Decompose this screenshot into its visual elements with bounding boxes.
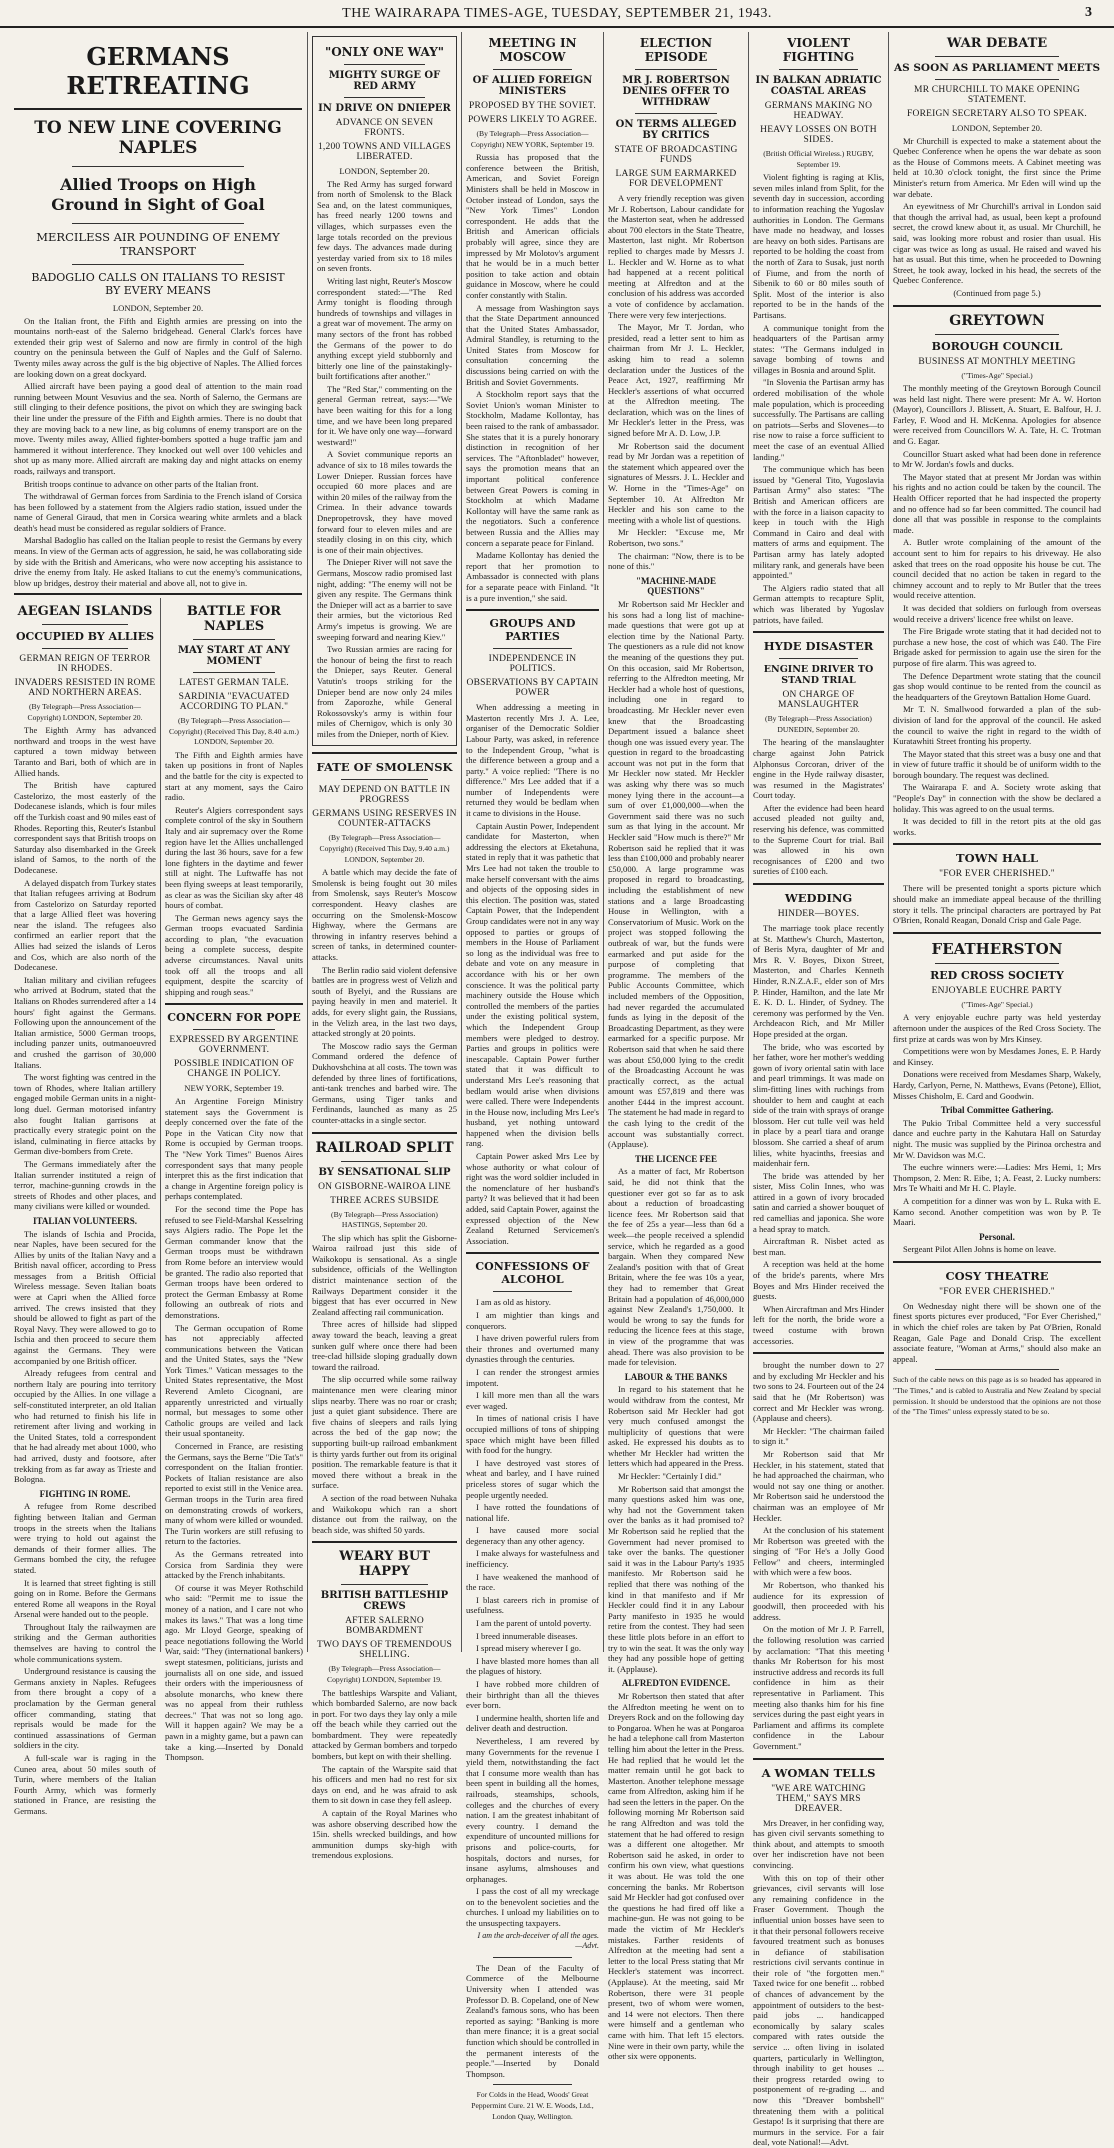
paragraph: The Mayor stated that at present Mr Jordan was within his rights and no action could be taken by the council. The Health Officer reported that he had inspected the property and no offence had so far been committed. The council had done all that was possible in response to the complaints made. — [893, 471, 1101, 535]
paragraph: With this on top of their other grievances, civil servants will lose any remaining confidence in the Fraser Government. Though the influential union bosses have seen to it that their personal followers receive favoured treatment such as bonuses in defiance of stabilisation restrictions civil servants continue in their role of "the forgotten men." Taxed twice for one benefit ... robbed of chances of advancement by the appointment of outsiders to the best-paid jobs ... handicapped economically by salary scales compared with rates outside the service ... often living in isolated quarters, particularly in Wellington, through inability to get houses ... their progress retarded owing to postponement of re-grading ... and now this "Dreaver bombshell" threatening them with a political Gestapo! Is it surprising that there are murmurs in the service. For a fair deal, vote National!—Advt. — [753, 1872, 884, 2148]
paragraph: At the conclusion of his statement Mr Robertson was greeted with the singing of "For He's a Jolly Good Fellow" and cheers, intermingled with which were a few boos. — [753, 1525, 884, 1578]
paragraph: The battleships Warspite and Valiant, which bombarded Salerno, are now back in port. For two days they lay only a mile off the beach while they carried out the bombardment. They were repeatedly attacked by German bombers and torpedo bombers, but kept on with their shelling. — [312, 1687, 457, 1762]
divider — [341, 1584, 428, 1585]
paragraph: Of course it was Meyer Rothschild who said: "Permit me to issue the money of a nation, and I care not who makes its laws." That was a long time ago. Mr Lloyd George, speaking of peace negotiations following the World War, said: "They (international bankers) swept statesmen, politicians, jurists and journalists all on one side, and issued their orders with the imperiousness of absolute monarchs, who knew there was no appeal from their ruthless decrees." That was not so long ago. Will it happen again? We may be a pawn in a mighty game, but a pawn can take a king.—Inserted by Donald Thompson. — [165, 1582, 303, 1763]
paragraph: A Soviet communique reports an advance of six to 18 miles towards the Lower Dnieper. Russian forces have occupied 60 more places and are within 20 miles of the railway from the Crimea. In their advance towards Dnepropetrovsk, they have moved forward four to eleven miles and are steadily closing in on this city, which is one of their main objectives. — [317, 449, 452, 555]
paragraph: On the Italian front, the Fifth and Eighth armies are pressing on into the mountains north-east of the Salerno bridgehead. General Clark's forces have extended their grip west of Salerno and now are firmly in control of the high country on the peninsula between the Gulf of Naples and the Gulf of Salerno. Twenty miles away across the gulf is the big objective of Naples. The Allied forces are looking down on a great dockyard. — [14, 315, 302, 379]
paragraph: Concerned in France, are resisting the Germans, says the Berne "Die Tat's" correspondent on the Italian frontier. Pockets of Italian resistance are also reported to exist still in the Venice area. German troops in the Turin area fired on demonstrating crowds of workers, many of whom were killed or wounded. The Turin workers are still refusing to return to the factories. — [165, 1441, 303, 1547]
paragraph: Mr Robertson said Mr Heckler and his sons had a long list of machine-made questions that were got up at election time by the National Party. The questioners as a rule did not know the meaning of the questions they put. On this occasion, said Mr Robertson, referring to the Alfredton meeting, Mr Heckler had a whole host of questions, including one in regard to broadcasting. Mr Heckler never even knew that the Broadcasting Department issued a balance sheet though one was issued every year. The question in regard to the broadcasting account was not put in the form that Mr Heckler now stated. Mr Heckler was asking why there was so much money lying there in the account—a sum of over £1,000,000—when the Government said there was no such sum as that lying in the account. Mr Heckler said "How much is there?" Mr Robertson said he replied that it was less than £100,000 and probably nearer £50,000. A large programme was proposed in regard to broadcasting, including the establishment of new stations and a large Broadcasting House in Wellington, with a Conservatorium of Music. Work on the project was stopped following the outbreak of war, but the funds were earmarked and put aside for the purpose of completing that programme. The members of the Public Accounts Committee, which included members of the Opposition, had never regarded the accumulated funds as lying in the deposit of the Broadcasting Department, as they were earmarked for a specific purpose. Mr Robertson said that when he said there was about £50,000 lying to the credit of the Broadcasting Account he was practically correct, as the actual amount was £57,819 and there was another £444 in the imprest account. The statement he had made in regard to the cash lying to the credit of the account was substantially correct. (Applause). — [608, 598, 744, 1150]
paragraph: Italian military and civilian refugees who arrived at Bodrum, stated that the Italians on Rhodes surrendered after a 14 hours' fight against the Germans. Following upon the announcement of the Italian armistice, 5000 German troops, including panzer units, outmanoeuvred and crushed the garrison of 30,000 Italians. — [14, 974, 156, 1070]
headline: HYDE DISASTER — [763, 639, 874, 654]
headline: MIGHTY SURGE OF RED ARMY — [328, 70, 441, 92]
headline: CONFESSIONS OF ALCOHOL — [475, 1260, 590, 1287]
headline: IN BALKAN ADRIATIC COASTAL AREAS — [755, 75, 882, 97]
paragraph: The Berlin radio said violent defensive battles are in progress west of Velizh and south of Byelyi, and the Russians are paying heavily in men and materiel. It adds, for every slight gain, the Russians, in the Velizh area, in the last two days, attacked strongly at 20 points. — [312, 964, 457, 1039]
paragraph: I have rotted the foundations of national life. — [466, 1502, 599, 1523]
paragraph: Mr Heckler: "Certainly I did." — [618, 1471, 722, 1482]
paragraph: Madame Kollontay has denied the report that her promotion to Ambassador is connected with plans for a separate peace with Finland. "It is a pure invention," she said. — [466, 550, 599, 603]
divider — [14, 593, 302, 595]
paragraph: Mr Churchill is expected to make a statement about the Quebec Conference when he opens the war debate as soon as the House of Commons meets. A Cabinet meeting was held at 10.30 o'clock tonight, the first since the Prime Minister's return from America. Mr Eden will wind up the war debate. — [893, 135, 1101, 199]
divider — [935, 334, 1060, 335]
paragraph: Mrs Dreaver, in her confiding way, has given civil servants something to think about, and attempts to smooth over her indiscretion have not been convincing. — [753, 1817, 884, 1870]
paragraph: The Pukio Tribal Committee held a very successful dance and euchre party in the Kahutara Hall on Saturday night. The music was supplied by the Pirinoa orchestra and Mr W. Davidson was M.C. — [893, 1117, 1101, 1160]
subhead: POSSIBLE INDICATION OF CHANGE IN POLICY. — [174, 1059, 294, 1080]
paragraph: It was decided to fill in the retort pits at the old gas works. — [893, 816, 1101, 837]
paragraph: Already refugees from central and northern Italy are pouring into territory occupied by the Allies. In one village a self-constituted interpreter, an old Italian who had returned to finish his life in retirement after living and working in the United States, told a correspondent that he had already met about 1000, who had arrived, dusty and footsore, after trekking from as far away as Trieste and Bologna. — [14, 1368, 156, 1485]
paragraph: The Germans immediately after the Italian surrender instituted a reign of terror, machine-gunning crowds in the streets of Rhodes and other places, and many civilians were killed or wounded. — [14, 1158, 156, 1212]
divider — [341, 779, 428, 780]
paragraph: The German occupation of Rome has not appreciably affected communications between the Vatican and the United States, says the "New York Times." Vatican messages to the United States representative, the Most Reverend Amleto Cicognani, are apparently unrestricted and virtually normal, but messages to some other Catholic groups are veiled and lack their usual spontaneity. — [165, 1322, 303, 1439]
paragraph: I have caused more social degeneracy than any other agency. — [466, 1525, 599, 1546]
subhead: OBSERVATIONS BY CAPTAIN POWER — [466, 678, 599, 699]
paragraph: On Wednesday night there will be shown one of the finest sports pictures ever produced, "For Ever Cherished," in which the chief roles are taken by Pat O'Brien, Ronald Reagan, Gale Page and Donald Crisp. The excellent associate feature, "Woman at Arms," should also make an appeal. — [893, 1300, 1101, 1364]
paragraph: I breed innumerable diseases. — [476, 1630, 578, 1641]
divider — [935, 56, 1060, 57]
paragraph: A delayed dispatch from Turkey states that Italian refugees arriving at Bodrum from Castelorizo on Saturday reported that a large Allied fleet was hovering near the island. The refugees also confirmed an earlier report that the Allies had seized the islands of Leros and Cos, which are also north of the Dodecanese. — [14, 877, 156, 973]
headline: WEARY BUT HAPPY — [339, 1549, 430, 1580]
headline: GROUPS AND PARTIES — [489, 617, 576, 644]
paragraph: The Eighth Army has advanced northward and troops in the west have captured a town midway between Taranto and Bari, both of which are in Allied hands. — [14, 725, 156, 778]
paragraph: The Mayor stated that this street was a busy one and that in view of future traffic it should be of uniform width to the borough boundary. The request was declined. — [893, 748, 1101, 780]
paragraph: The chairman: "Now, there is to be none of this." — [608, 550, 744, 572]
paragraph: As the Germans retreated into Corsica from Sardinia they were attacked by the French inhabitants. — [165, 1548, 303, 1581]
divider — [893, 932, 1101, 934]
subhead: AFTER SALERNO BOMBARDMENT — [345, 1616, 424, 1637]
byline: ("Times-Age" Special.) — [961, 999, 1033, 1009]
headline: MAY START AT ANY MOMENT — [177, 645, 291, 667]
byline: (British Official Wireless.) RUGBY, September 19. — [763, 149, 874, 169]
divider — [935, 963, 1060, 964]
subhead: LATEST GERMAN TALE. — [179, 678, 289, 688]
headline: ENGINE DRIVER TO STAND TRIAL — [763, 664, 874, 687]
paragraph: Marshal Badoglio has called on the Italian people to resist the Germans by every means. In view of the German acts of aggression, he said, he was collaborating side by side with the British and Americans, who were now accepting his assistance to drive the enemy from Italy. He asked Italians to cut the enemy's communications, blow up bridges, destroy their material and above all, not to give in. — [14, 535, 302, 588]
paragraph: I blast careers rich in promise of usefulness. — [466, 1594, 599, 1616]
paragraph: The communique which has been issued by "General Tito, Yugoslavia Partisan Army" also states: "The British and American officers are with the force in a liaison capacity to keep in touch with the High Command in Cairo and deal with matters of arms and equipment. The Partisan army has lately adopted military rank, and generals have been appointed." — [753, 464, 884, 581]
byline: (By Telegraph—Press Association—Copyright) (Received This Day, 9.40 a.m.) LONDON, September 20. — [319, 833, 450, 864]
divider — [72, 264, 245, 265]
paragraph: The Red Army has surged forward from north of Smolensk to the Black Sea and, on the latest communiques, has freed nearly 1200 towns and villages, which surpasses even the large totals recorded on the previous few days. The advances made during yesterday varied from six to 18 miles on seven fronts. — [317, 178, 452, 274]
paragraph: The Algiers radio stated that all German attempts to recapture Split, which was liberated by Yugoslav patriots, have failed. — [753, 582, 884, 625]
paragraph: Captain Power asked Mrs Lee by whose authority or what colour of right was the word soldier included in the nomenclature of her husband's party? It was believed that it had been added, said Captain Power, against the expressed objection of the New Zealand Returned Servicemen's Association. — [466, 1151, 599, 1246]
paragraph: Nevertheless, I am revered by many Governments for the revenue I yield them, notwithstanding the fact that I consume more wealth than has been spent in building all the homes, railroads, steamships, schools, colleges and the churches of every nation. I am the greatest inhabitant of every country. I demand the expenditure of uncounted millions for prisons and police-courts, for hospitals, doctors and nurses, for insane asylums, almshouses and orphanages. — [466, 1735, 599, 1884]
section-subhead: THE LICENCE FEE — [634, 1153, 718, 1164]
divider — [935, 1369, 1060, 1370]
headline: BATTLE FOR NAPLES — [186, 604, 282, 634]
divider — [893, 305, 1101, 307]
column-5 — [608, 32, 744, 2062]
headline: TOWN HALL — [956, 851, 1038, 866]
advert-tag: I am the arch-deceiver of all the ages.—Advt. — [477, 1930, 599, 1951]
divider — [193, 672, 276, 673]
paragraph: Mr T. N. Smallwood forwarded a plan of the sub-division of land for the approval of the council. He asked the council to waive the right in regard to the width of Kuratawhiti Street fronting his property. — [893, 704, 1101, 747]
divider — [312, 1132, 457, 1134]
divider — [312, 752, 457, 754]
paragraph: I undermine health, shorten life and deliver death and destruction. — [466, 1712, 599, 1734]
paragraph: A competition for a dinner was won by L. Ruka with E. Kamo second. Another competition was won by P. Te Maari. — [893, 1195, 1101, 1228]
subhead: BUSINESS AT MONTHLY MEETING — [918, 356, 1076, 367]
paragraph: The British have captured Castelorizo, the most easterly of the Dodecanese islands, which is four miles off the Turkish coast and 90 miles east of Rhodes. Reporting this, Reuter's Istanbul correspondent says that British troops on Saturday also disembarked in the Greek island of Samos, to the north of the Dodecanese. — [14, 780, 156, 875]
dateline: LONDON, September 20. — [112, 303, 204, 313]
divider — [493, 2084, 573, 2085]
column-rule — [461, 32, 462, 1652]
divider — [341, 1161, 428, 1162]
headline: ELECTION EPISODE — [639, 36, 713, 64]
paragraph: I have destroyed vast stores of wheat and barley, and I have ruined priceless stores of sugar which the people urgently needed. — [466, 1457, 599, 1500]
paragraph: Mr Robertson, who thanked his audience for its expression of goodwill, then proceeded with his address. — [753, 1580, 884, 1622]
paragraph: Captain Austin Power, Independent candidate for Masterton, when addressing the electors at Eketahuna, stated in reply that it was pathetic that Mrs Lee had not taken the trouble to make herself conversant with the aims and objects of the opposing sides in this election. The position was, stated Captain Power, that the Independent Group candidates were not in any way opposed to parties or groups of members in the House of Parliament so long as the individual was free to debate and vote on any measure in accordance with his or her own conscience. It was the political party machinery outside the House which controlled the members of the parties under the existing political system, which the Independent Group members were pledged to destroy. Parties and groups in politics were inescapable. Captain Power further stated that it was difficult to understand Mrs Lee's reasoning that bedlam would arise when divisions were called. There were Independents in the House now, including Mrs Lee's husband, yet nothing untoward happened when the division bells rang. — [466, 820, 599, 1149]
dateline: LONDON, September 20. — [951, 123, 1043, 133]
paragraph: Throughout Italy the railwaymen are striking and the German authorities themselves are having to control the whole communications system. — [14, 1621, 156, 1664]
paragraph: When Aircraftman and Mrs Hinder left for the north, the bride wore a tweed costume with brown accessories. — [753, 1303, 884, 1346]
paragraph: Reuter's Algiers correspondent says complete control of the sky in Southern Italy and air supremacy over the Rome region have let the Allies unchallenged during the last 36 hours, save for a few lone fighters in the daytime and fewer still at night. The Luftwaffe has not been flying sweeps at least temporarily, as clear as was the Sicilian sky after 48 hours of combat. — [165, 804, 303, 911]
paragraph: Mr Robertson said the document read by Mr Jordan was a repetition of the statement which appeared over the signatures of Messrs. J. L. Heckler and W. Horne in the "Times-Age" on September 10. At Alfredton Mr Heckler and his son came to the meeting with a whole list of questions. — [608, 440, 744, 525]
section-subhead: ALFREDTON EVIDENCE. — [621, 1678, 731, 1689]
paragraph: The monthly meeting of the Greytown Borough Council was held last night. There were present: Mr A. W. Horton (Mayor), Councillors J. Blissett, A. Stuart, E. Balfour, H. J. Farley, F. Wood and H. McKenna. Apologies for absence were received from Councillors W. A. Tate, H. C. Trotman and G. Eagar. — [893, 383, 1101, 447]
paragraph: The hearing of the manslaughter charge against John Patrick Alphonsus Corcoran, driver of the engine in the Hyde railway disaster, was resumed in the Magistrates' Court today. — [753, 737, 884, 801]
paragraph: Competitions were won by Mesdames Jones, E. P. Hardy and Kinsey. — [893, 1046, 1101, 1067]
paragraph: Russia has proposed that the conference between the British, American, and Soviet Foreign Ministers shall be held in Moscow in October instead of London, says the "New York Times" London correspondent. He adds that the British and American officials probably will agree, since they are impressed by Mr Molotov's argument that he would be in a much better position to take action and obtain guidance in Moscow, where he could confer constantly with Stalin. — [466, 152, 599, 300]
paragraph: The withdrawal of German forces from Sardinia to the French island of Corsica has been followed by a statement from the Algiers radio station, issued under the name of General Giraud, that men in Corsica wearing white armlets and a black death's head must be considered as regular soldiers of France. — [14, 491, 302, 533]
subhead: "FOR EVER CHERISHED." — [939, 869, 1055, 880]
headline: WEDDING — [784, 891, 853, 906]
paragraph: The German news agency says the German troops evacuated Sardinia according to plan, "the evacuation being a complete success, despite adverse circumstances. Naval units took off all the troops and all equipment, despite the scarcity of shipping and rough seas." — [165, 912, 303, 997]
divider — [42, 624, 127, 625]
paragraph: I am the parent of untold poverty. — [476, 1618, 592, 1629]
column-rule — [748, 32, 749, 1652]
paragraph: The Moscow radio says the German Command ordered the defence of Dukhovshchina at all costs. The town was defended by three lines of fortifications, anti-tank trenches and barbed wire. The Germans, using Tiger tanks and Ferdinands, launched as many as 25 counter-attacks in a single sector. — [312, 1040, 457, 1125]
divider — [753, 1758, 884, 1760]
column-rule — [603, 32, 604, 1652]
paragraph: Mr Robertson said that amongst the many questions asked him was one, why had not the Government taken over the banks as it had promised to? Mr Robertson said he replied that the Government had never promised to take over the banks. The questioner said it was in the Labour Party's 1935 manifesto. Mr Robertson said he replied that there was nothing of the kind in that manifesto and if Mr Heckler could find it in any Labour Party manifesto in 1935 he would retire from the contest. They had seen these little plots before in an effort to try to win the seat. It was the only way they had any possible hope of getting it. (Applause). — [608, 1483, 744, 1674]
paragraph: The Dnieper River will not save the Germans, Moscow radio promised last night, adding: "The enemy will not be given any respite. The Germans think the Dnieper will act as a barrier to save their armies, but the victorious Red Army's impetus is growing. We are sweeping forward and nearing Kiev." — [317, 557, 452, 642]
paragraph: Allied aircraft have been paying a good deal of attention to the main road running between Mount Vesuvius and the sea. North of Salerno, the Germans are still clinging to their defence positions, the pivot on which they are swinging back their line under the pressure of the Fifth and Eighth armies. There is no doubt that they are moving back to a new line, as big columns of enemy transport are on the move. Twenty miles away, Allied fighter-bombers spotted a huge traffic jam and hammered it without interference. They knocked out well over 100 vehicles and shot up as many more. Allied aircraft are making day and night attacks on enemy roads, railways and transport. — [14, 381, 302, 476]
paragraph: A communique tonight from the headquarters of the Partisan army states: "The Germans indulged in savage bombing of towns and villages in Bosnia and around Split. — [753, 322, 884, 375]
lead-subhead: Allied Troops on High Ground in Sight of Goal — [51, 175, 265, 214]
copyright-note: Such of the cable news on this page as is so headed has appeared in "The Times," and is cabled to Australia and New Zealand by special permission. It should be understood that the opinions are not those of the "The Times" unless expressly stated to be so. — [893, 1375, 1101, 1417]
paragraph: A very friendly reception was given Mr J. Robertson, Labour candidate for the Masterton seat, when he addressed about 700 electors in the State Theatre, Masterton, last night. Mr Robertson replied to charges made by Messrs J. L. Heckler and W. Horne as to what had happened at a recent political meeting at Alfredton and at the conclusion of his address was accorded a vote of confidence by acclamation. There were very few interjections. — [608, 193, 744, 320]
paragraph: There will be presented tonight a sports picture which should make an immediate appeal because of the thrilling story it tells. The principal characters are portrayed by Pat O'Brien, Ronald Reagan, Donald Crisp and Gale Page. — [893, 883, 1101, 926]
headline: FEATHERSTON — [931, 939, 1063, 958]
headline: OF ALLIED FOREIGN MINISTERS — [472, 75, 593, 97]
subhead: GERMANS USING RESERVES IN COUNTER-ATTACKS — [312, 809, 457, 830]
subhead: MAY DEPEND ON BATTLE IN PROGRESS — [318, 785, 451, 806]
headline: VIOLENT FIGHTING — [782, 36, 855, 64]
divider — [779, 69, 858, 70]
headline: ON TERMS ALLEGED BY CRITICS — [615, 119, 737, 141]
divider — [493, 648, 573, 649]
headline: BOROUGH COUNCIL — [931, 339, 1063, 353]
paragraph: The "Red Star," commenting on the general German retreat, says:—"We have been waiting for this for a long time, and we have been long prepared for it. We have only one way—forward westward!" — [317, 383, 452, 447]
paragraph: I have driven powerful rulers from their thrones and overturned many dynasties through the centuries. — [466, 1333, 599, 1365]
paragraph: I have blasted more homes than all the plagues of history. — [466, 1655, 599, 1677]
paragraph: The bride, who was escorted by her father, wore her mother's wedding gown of ivory oriental satin with lace and pearl trimmings. It was made on slim-fitting lines with ruchings from shoulder to hem and caught at each side of the train with sprays of orange blossom. Her cut tulle veil was held in place by a pearl tiara and orange blossom. She carried a sheaf of arum lilies, white hyacinths, freesias and maidenhair fern. — [753, 1041, 884, 1169]
paragraph: Writing last night, Reuter's Moscow correspondent stated:—"The Red Army tonight is flooding through hundreds of townships and villages in a great war of movement. The army on many sectors of the front has robbed the Germans of the power to do anything except yield stubbornly and bitterly one line of the painstakingly-built fortifications after another." — [317, 275, 452, 382]
paragraph: Underground resistance is causing the Germans anxiety in Naples. Refugees from there brought a copy of a proclamation by the German general officer commanding, stating that reprisals would be made for the continued assassinations of German soldiers in the city. — [14, 1666, 156, 1751]
divider — [635, 113, 717, 114]
divider — [344, 97, 425, 98]
section-subhead: Tribal Committee Gathering. — [940, 1105, 1054, 1116]
headline: WAR DEBATE — [946, 36, 1048, 51]
paragraph: I am mightier than kings and conquerors. — [466, 1310, 599, 1331]
paragraph: It was decided that soldiers on furlough from overseas would receive a drivers' licence free whilst on leave. — [893, 602, 1101, 624]
divider — [344, 64, 425, 65]
byline: (By Telegraph—Press Association—Copyright) LONDON, September 19. — [327, 1664, 442, 1684]
divider — [165, 1003, 303, 1005]
page-number: 3 — [1085, 5, 1092, 20]
divider — [893, 843, 1101, 845]
divider — [493, 1291, 573, 1292]
paragraph: Mr Heckler: "The chairman failed to sign it." — [753, 1425, 884, 1447]
divider — [42, 648, 127, 649]
paragraph: The Fifth and Eighth armies have taken up positions in front of Naples and the battle for the city is expected to start at any moment, says the Cairo radio. — [165, 749, 303, 803]
section-subhead: ITALIAN VOLUNTEERS. — [32, 1215, 137, 1226]
headline: RED CROSS SOCIETY — [930, 968, 1064, 982]
divider — [935, 79, 1060, 80]
paragraph: Mr Robertson then stated that after the Alfredton meeting he went on to Dreyers Rock and on the following day to Pongaroa. When he was at Pongaroa he had a telephone call from Masterton telling him about the letter in the Press. He had replied that he would let the matter remain until he got back to Masterton. Another telephone message came from Alfredton, asking him if he had seen the letters in the paper. On the following morning Mr Robertson said he rang Alfredton and was told the statement that he had offered to resign was a different one altogether. Mr Robertson said he asked, in order to confirm his own view, what questions it was about. He was told the one concerning the banks. Mr Robertson said Mr Heckler had got confused over the questions he had fired off like a machine-gun. He was not going to be made the victim of Mr Heckler's mistakes. Farther residents of Alfredton at the meeting had sent a letter to the local Press stating that Mr Heckler's statement was incorrect. (Applause). At the meeting, said Mr Robertson, there were 31 people present, two of whom were women, and 14 were not electors. Then there were himself and a gentleman who came with him. That left 15 electors. Nine were in their own party, while the other six were opponents. — [608, 1690, 744, 2062]
paragraph: A reception was held at the home of the bride's parents, where Mrs Boyes and Mrs Hinder received the guests. — [753, 1259, 884, 1302]
paragraph: A section of the road between Nuhaka and Waikokopu which ran a short distance out from the railway, on the beach side, was shifted 50 yards. — [312, 1492, 457, 1535]
subhead: "WE ARE WATCHING THEM," SAYS MRS DREAVER. — [771, 1783, 866, 1814]
paragraph: Three acres of hillside had slipped away toward the beach, leaving a great sunken gulf where once there had been tree-clad hillside sloping gradually down toward the railroad. — [312, 1319, 457, 1372]
paragraph: A refugee from Rome described fighting between Italian and German troops in the streets when the Italians were trying to hold out against the demands of their former allies. The Germans bombed the city, the refugee stated. — [14, 1501, 156, 1575]
dateline: NEW YORK, September 19. — [184, 1083, 284, 1094]
headline: COSY THEATRE — [945, 1268, 1049, 1283]
headline: IN DRIVE ON DNIEPER — [318, 103, 451, 114]
paragraph: I make always for wastefulness and inefficiency. — [466, 1548, 599, 1570]
lead-headline: GERMANS RETREATING — [66, 42, 250, 100]
headline: RAILROAD SPLIT — [315, 1139, 454, 1156]
headline: BY SENSATIONAL SLIP — [318, 1166, 451, 1178]
headline: GREYTOWN — [949, 312, 1045, 329]
paragraph: In regard to his statement that he would withdraw from the contest, Mr Robertson said Mr Heckler had got very much confused amongst the multiplicity of questions that were asked. He expressed his doubts as to whether Mr Heckler had written the letters which had appeared in the Press. — [608, 1384, 744, 1469]
paragraph: Aircraftman R. Nisbet acted as best man. — [753, 1236, 884, 1257]
headline: "ONLY ONE WAY" — [324, 45, 445, 59]
lead-subhead: TO NEW LINE COVERING NAPLES — [34, 118, 282, 158]
divider — [193, 1029, 276, 1030]
subhead: STATE OF BROADCASTING FUNDS — [614, 145, 738, 165]
byline: (By Telegraph—Press Association—Copyright) (Received This Day, 8.40 a.m.) LONDON, September 20. — [169, 716, 299, 747]
subhead: SARDINIA "EVACUATED ACCORDING TO PLAN." — [178, 692, 290, 712]
paragraph: The worst fighting was centred in the town of Rhodes, where Italian artillery engaged mobile German units in a night-long duel. German motorised infantry also fought Italian garrisons at practically every strategic point on the island, culminating in fierce attacks by German dive-bombers from Crete. — [14, 1072, 156, 1157]
paragraph: I kill more men than all the wars ever waged. — [466, 1390, 599, 1411]
section-subhead: FIGHTING IN ROME. — [39, 1488, 131, 1499]
paragraph: The Fire Brigade wrote stating that it had decided not to purchase a new hose, the cost of which was £40. The Fire Brigade asked for permission to again use the siren for the purpose of fire alarm. This was agreed to. — [893, 626, 1101, 668]
paragraph: An eyewitness of Mr Churchill's arrival in London said that though the arrival had, as usual, been kept a profound secret, the crowd knew about it, as usual. Mr Churchill, he said, was looking more robust and rosier than usual. His cigar was twice as long as usual. He raised and waved his hat as usual. But this time, when he proceeded to Downing Street, he took away, locked in his head, the secrets of the Quebec Conference. — [893, 201, 1101, 286]
divider — [72, 166, 245, 167]
column-3 — [312, 32, 457, 1861]
column-4 — [466, 32, 599, 2121]
paragraph: A. Butler wrote complaining of the amount of the account sent to him for repairs to his driveway. He also asked that trees on the road opposite his house be cut. The council decided that no action be taken in regard to the chimney account and to reply to Mr Butler that the trees would receive attention. — [893, 537, 1101, 601]
subhead: INVADERS RESISTED IN ROME AND NORTHERN AREAS. — [14, 678, 156, 698]
subhead: HINDER—BOYES. — [777, 909, 860, 920]
paragraph: A message from Washington says that the State Department announced that the United States Ambassador, Admiral Standley, is returning to the United States from Moscow for consultation concerning the discussions being carried on with the British and Soviet Governments. — [466, 302, 599, 387]
byline: (By Telegraph—Press Association—Copyright) LONDON, September 20. — [27, 702, 143, 722]
subhead: ON CHARGE OF MANSLAUGHTER — [777, 690, 860, 711]
paragraph: In times of national crisis I have occupied millions of tons of shipping space which might have been filled with food for the hungry. — [466, 1413, 599, 1456]
paragraph: Two Russian armies are racing for the honour of being the first to reach the Dnieper, says Reuter. General Vatutin's troops striking for the Dnieper bend are now only 24 miles from Zaporozhe, while General Rokossovsky's army is within four miles of Chernigov, which is only 30 miles from the Dnieper, north of Kiev. — [317, 644, 452, 739]
subhead: ON GISBORNE-WAIROA LINE — [318, 1181, 451, 1192]
subhead: "FOR EVER CHERISHED." — [939, 1286, 1055, 1297]
byline: (By Telegraph—Press Association—Copyright) NEW YORK, September 19. — [470, 129, 595, 149]
paragraph: A very enjoyable euchre party was held yesterday afternoon under the auspices of the Red Cross Society. The first prize at cards was won by Mrs Kinsey. — [893, 1012, 1101, 1044]
paragraph: Violent fighting is raging at Klis, seven miles inland from Split, for the seventh day in succession, according to information reaching the Yugoslav authorities in London. The Germans have made no headway, and losses are heavy on both sides. Partisans are reported to be holding the coast from the north of Zara to Susak, just north of Fiume, and from the north of Sibenik to 60 or 80 miles south of Split. Most of the interior is also reported to be in the hands of the Partisans. — [753, 172, 884, 320]
subhead: ADVANCE ON SEVEN FRONTS. — [335, 118, 434, 138]
subhead: 1,200 TOWNS AND VILLAGES LIBERATED. — [317, 142, 452, 162]
divider — [779, 658, 858, 659]
subhead: HEAVY LOSSES ON BOTH SIDES. — [760, 125, 877, 145]
paragraph: The bride was attended by her sister, Miss Colin Innes, who was attired in a gown of ivory brocaded satin and carried a shower bouquet of red camellias and japonica. She wore a head spray to match. — [753, 1170, 884, 1234]
paragraph: I spread misery wherever I go. — [476, 1643, 581, 1654]
paragraph: A battle which may decide the fate of Smolensk is being fought out 30 miles from Smolensk, says Reuter's Moscow correspondent. Heavy clashes are occurring on the Smolensk-Moscow Highway, where the Germans are throwing in infantry reserves behind a screen of tanks, in determined counter-attacks. — [312, 867, 457, 962]
paragraph: The captain of the Warspite said that his officers and men had no rest for six days on end, and he was afraid to ask them to sit down in case they fell asleep. — [312, 1763, 457, 1806]
paragraph: After the evidence had been heard accused pleaded not guilty and, reserving his defence, was committed to the Supreme Court for trial. Bail was allowed in his own recognisances of £200 and two sureties of £100 each. — [753, 802, 884, 877]
paragraph: Mr Heckler: "Excuse me, Mr Robertson, two sons." — [608, 527, 744, 548]
lead-subhead: MERCILESS AIR POUNDING OF ENEMY TRANSPORT — [36, 230, 280, 258]
divider — [312, 1541, 457, 1543]
paragraph: A Stockholm report says that the Soviet Union's woman Minister to Stockholm, Madame Kollontay, has been raised to the rank of ambassador. She states that it is a purely honorary distinction in recognition of her services. The "Aftonbladet" however, says the promotion means that an important political conference between Great Powers is coming in Stockholm at which Madame Kollontay will have the same rank as the negotiators. Such a conference between Russia and the Allies may concern a separate peace for Finland. — [466, 389, 599, 548]
divider — [72, 223, 245, 224]
divider — [466, 1252, 599, 1254]
divider — [753, 883, 884, 885]
headline: AS SOON AS PARLIAMENT MEETS — [893, 62, 1101, 74]
dateline: LONDON, September 20. — [339, 166, 430, 176]
subhead: GERMAN REIGN OF TERROR IN RHODES. — [19, 654, 151, 674]
subhead: THREE ACRES SUBSIDE — [330, 1195, 439, 1206]
headline: A WOMAN TELLS — [761, 1765, 876, 1780]
column-rule — [888, 32, 889, 1652]
subhead: MR CHURCHILL TO MAKE OPENING STATEMENT. — [914, 85, 1080, 105]
paragraph: I have weakened the manhood of the race. — [466, 1571, 599, 1593]
paragraph: brought the number down to 27 and by excluding Mr Heckler and his two sons to 24. Fourteen out of the 24 said that he (Mr Robertson) was correct and Mr Heckler was wrong. (Applause and cheers). — [753, 1360, 884, 1424]
subhead: ENJOYABLE EUCHRE PARTY — [931, 985, 1063, 996]
paragraph: An Argentine Foreign Ministry statement says the Government is deeply concerned over the fate of the Pope in the Vatican City now that Rome is occupied by German troops. The "New York Times" Buenos Aires correspondent says that many people interpret this as the first indication that a change in Argentine foreign policy is perhaps contemplated. — [165, 1096, 303, 1202]
subhead: INDEPENDENCE IN POLITICS. — [488, 654, 577, 675]
newspaper-title: THE WAIRARAPA TIMES-AGE, TUESDAY, SEPTEMBER 21, 1943. — [342, 6, 772, 21]
paragraph: I am as old as history. — [476, 1297, 551, 1308]
divider — [635, 69, 717, 70]
headline: CONCERN FOR POPE — [167, 1011, 301, 1025]
masthead — [0, 0, 1114, 28]
divider — [753, 631, 884, 633]
subhead: GERMANS MAKING NO HEADWAY. — [764, 101, 873, 121]
paragraph: As a matter of fact, Mr Robertson said, he did not think that the questioner ever got so far as to ask about a reduction of broadcasting licence fees. Mr Robertson said that the fee of 25s a year—less than 6d a week—the people received a splendid service, which he regarded as a good bargain. When they compared New Zealand's position with that of Great Britain, where the fee was 10s a year, they had to remember that Great Britain had a population of 46,000,000 against New Zealand's 1,750,000. It would be wrong to say the funds for reducing the licence fees at this stage, in view of the programme that was ahead. There was also provision to be made for television. — [608, 1166, 744, 1368]
paragraph: I can render the strongest armies impotent. — [466, 1366, 599, 1388]
section-subhead: LABOUR & THE BANKS — [624, 1371, 728, 1382]
paragraph: On the motion of Mr J. P. Farrell, the following resolution was carried by acclamation: "That this meeting thanks Mr Robertson for his most instructive address and records its full confidence in him as their representative in Parliament. This meeting also thanks him for his fine services during the past eight years in Parliament and affirms its complete confidence in the Labour Government." — [753, 1624, 884, 1751]
byline: (By Telegraph—Press Association) DUNEDIN, September 20. — [765, 714, 872, 734]
paragraph: Sergeant Pilot Allen Johns is home on leave. — [903, 1244, 1057, 1255]
byline: ("Times-Age" Special.) — [961, 370, 1033, 380]
headline: MR J. ROBERTSON DENIES OFFER TO WITHDRAW — [622, 75, 730, 108]
subhead: TWO DAYS OF TREMENDOUS SHELLING. — [316, 1640, 453, 1661]
paragraph: The islands of Ischia and Procida, near Naples, have been secured for the Allies by units of the Italian Navy and a British naval officer, according to Press messages from a British Official Wireless message. Seven Italian boats were at Capri when the Allied force arrived. The crews insisted that they should be allowed to fight as part of the Royal Navy. They were allowed to go to Ischia and then proceed to secure them against the Germans. They were accompanied by one British officer. — [14, 1228, 156, 1366]
advert-line: For Colds in the Head, Woods' Great Peppermint Cure. 21 W. E. Woods, Ltd., London Quay, Wellington. — [471, 2090, 594, 2121]
paragraph: When addressing a meeting in Masterton recently Mrs J. A. Lee, organiser of the Democratic Soldier Labour Party, was asked, in reference to the Independent Group, "what is the difference between a group and a party." A voice replied: "There is no difference." Mrs Lee added that if a number of Independents were returned they would be bedlam when it came to divisions in the House. — [466, 702, 599, 819]
section-subhead: "MACHINE-MADE QUESTIONS" — [636, 575, 716, 597]
lead-subhead: BADOGLIO CALLS ON ITALIANS TO RESIST BY EVERY MEANS — [31, 271, 285, 297]
headline: AEGEAN ISLANDS — [17, 604, 153, 619]
headline: BRITISH BATTLESHIP CREWS — [320, 1590, 449, 1613]
paragraph: The Dean of the Faculty of Commerce of the Melbourne University when I attended was Professor D. B. Copeland, one of New Zealand's famous sons, who has been reported as saying: "Banking is more than mere finance; it is a great social function which should be controlled in the permanent interests of the people."—Inserted by Donald Thompson. — [466, 1962, 599, 2079]
paragraph: For the second time the Pope has refused to see Field-Marshal Kesselring says Algiers radio. The Pope let the German commander know that the German troops must be withdrawn from Rome before an interview would be granted. The radio also reported that German troops have been ordered to protect the German Embassy at Rome following an outbreak of riots and demonstrations. — [165, 1203, 303, 1320]
paragraph: Mr Robertson said that Mr Heckler, in his statement, stated that he had approached the chairman, who would not say one thing or another. Mr Robertson said he understood the chairman was an employee of Mr Heckler. — [753, 1448, 884, 1523]
paragraph: British troops continue to advance on other parts of the Italian front. — [24, 478, 259, 489]
paragraph: "In Slovenia the Partisan army has ordered mobilisation of the whole male population, which is proceeding successfully. The Partisans are calling on patriots—Serbs and Slovenes—to rise now to raise a force sufficient to meet the case of an eventual Allied landing." — [753, 377, 884, 462]
paragraph: I pass the cost of all my wreckage on to the benevolent societies and the churches. I unload my liabilities on to the unsuspecting taxpayers. — [466, 1886, 599, 1929]
paragraph: Councillor Stuart asked what had been done in reference to Mr W. Jordan's fowls and ducks. — [893, 448, 1101, 470]
paragraph: The Defence Department wrote stating that the council gas shop would continue to be rented from the council as the headquarters of the Greytown Battalion Home Guard. — [893, 670, 1101, 702]
paragraph: The euchre winners were:—Ladies: Mrs Hemi, 1; Mrs Thompson, 2. Men: R. Eibe, 1; A. Feast, 2. Lucky numbers: Mrs Te Whaiti and Mr H. C. Playle. — [893, 1162, 1101, 1194]
divider — [753, 1352, 884, 1354]
subhead: LARGE SUM EARMARKED FOR DEVELOPMENT — [615, 169, 737, 189]
column-6 — [753, 32, 884, 2148]
paragraph: Donations were received from Mesdames Sharp, Wakely, Hardy, Carlyon, Perne, N. Matthews, Evans (Petone), Elliot, Misses Chisholm, E. Card and Goodwin. — [893, 1069, 1101, 1101]
divider — [193, 639, 276, 640]
paragraph: The marriage took place recently at St. Matthew's Church, Masterton, of Beris Myra, daughter of Mr and Mrs R. V. Boyes, Dixon Street, Masterton, and Charles Kenneth Hinder, R.N.Z.A.F., elder son of Mrs P. Hinder, Hamilton, and the late Mr E. K. D. L. Hinder, of Sydney. The ceremony was performed by the Ven. Archdeacon Rich, and Mr Miller Hope presided at the organ. — [753, 923, 884, 1039]
divider — [493, 1957, 573, 1958]
paragraph: The slip occurred while some railway maintenance men were clearing minor slips nearby. There was no roar or crash; just a quiet giant subsidence. There are five chains of sleepers and rails lying across the bed of the gap now; the supporting built-up railroad embankment is thirty yards further out from its original position. The remarkable feature is that it moved there without a break in the surface. — [312, 1374, 457, 1491]
subhead: EXPRESSED BY ARGENTINE GOVERNMENT. — [169, 1035, 299, 1056]
paragraph: The slip which has split the Gisborne-Wairoa railroad just this side of Waikokopu is sensational. As a single subsidence, officials of the Wellington district maintenance section of the Railways Department consider it the biggest that has ever occurred in New Zealand affecting rail communication. — [312, 1232, 457, 1317]
byline: (By Telegraph—Press Association) HASTINGS, September 20. — [331, 1209, 438, 1230]
column-rule — [307, 32, 308, 1652]
headline: OCCUPIED BY ALLIES — [15, 630, 155, 643]
paragraph: The Wairarapa F. and A. Society wrote asking that "People's Day" in connection with the show be declared a holiday. This was agreed to on the usual terms. — [893, 782, 1101, 814]
column-rule — [160, 598, 161, 1652]
section-subhead: Personal. — [979, 1231, 1015, 1242]
headline: FATE OF SMOLENSK — [316, 760, 453, 775]
headline: MEETING IN MOSCOW — [488, 36, 577, 64]
subhead: FOREIGN SECRETARY ALSO TO SPEAK. — [907, 109, 1087, 119]
only-one-way-article — [312, 36, 457, 746]
lead-article — [14, 32, 302, 590]
paragraph: A full-scale war is raging in the Cuneo area, about 50 miles south of Turin, where members of the Italian Fourth Army, which was formerly stationed in France, are resisting the Germans. — [14, 1753, 156, 1816]
aegean-article — [14, 600, 156, 1816]
continued-note: (Continued from page 5.) — [953, 287, 1041, 298]
divider — [466, 609, 599, 611]
naples-article — [165, 600, 303, 1763]
paragraph: The Mayor, Mr T. Jordan, who presided, read a letter sent to him as chairman from Mr J. L. Heckler, asking him to read a solemn declaration under the Justices of the Peace Act, 1927, reaffirming Mr Heckler's assertions of what occurred at the Alfredton meeting. The declaration, which was on the lines of Mr Heckler's letter in the Press, was signed before Mr A. D. Low, J.P. — [608, 322, 744, 439]
divider — [493, 69, 573, 70]
subhead: PROPOSED BY THE SOVIET. — [469, 101, 596, 111]
paragraph: A captain of the Royal Marines who was ashore observing described how the 15in. shells wrecked buildings, and how ammunition dumps sky-high with tremendous explosions. — [312, 1808, 457, 1861]
divider — [893, 1261, 1101, 1263]
paragraph: I have robbed more children of their birthright than all the thieves ever born. — [466, 1679, 599, 1711]
divider — [14, 108, 302, 110]
paragraph: It is learned that street fighting is still going on in Rome. Before the Germans entered Rome all weapons in the Royal Arsenal were handed out to the people. — [14, 1577, 156, 1620]
column-7 — [893, 32, 1101, 1652]
subhead: POWERS LIKELY TO AGREE. — [467, 115, 598, 125]
